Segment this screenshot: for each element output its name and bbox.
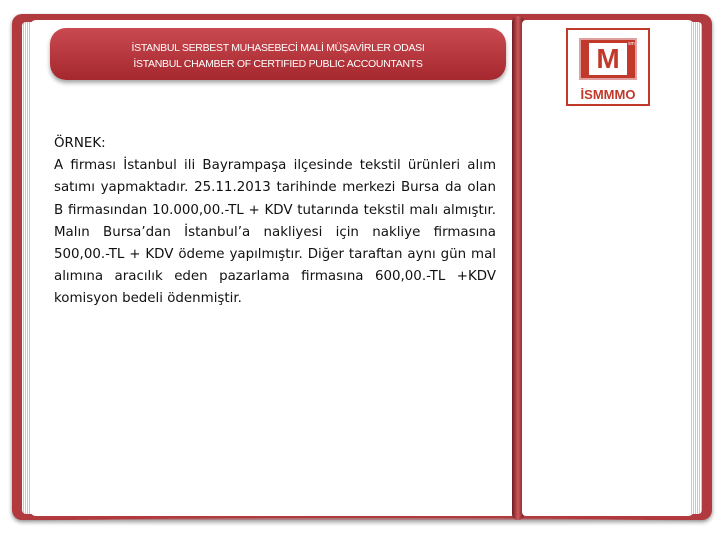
logo-emblem xyxy=(579,38,637,80)
ismmmo-logo xyxy=(566,28,650,106)
banner-title-tr: İSTANBUL SERBEST MUHASEBECİ MALİ MÜŞAVİRLER ODASI xyxy=(131,42,425,54)
banner-title-en: İSTANBUL CHAMBER OF CERTIFIED PUBLIC ACCOUNTANTS xyxy=(133,58,423,70)
example-text-block xyxy=(54,133,496,311)
right-page-edges xyxy=(690,22,702,514)
logo-letter: M xyxy=(589,43,627,75)
example-heading: ÖRNEK: xyxy=(54,136,106,151)
example-paragraph: A firması İstanbul ili Bayrampaşa ilçesinde tekstil ürünleri alım satımı yapmaktadır. 25.11.2013 tarihinde merkezi Bursa da olan B firmasından 10.000,00.-TL + KDV tutarında tekstil malı almıştır. Malın Bursa’dan İstanbul’a nakliyesi için nakliye firmasına 500,00.-TL + KDV ödeme yapılmıştır. Diğer taraftan aynı gün mal alımına aracılık eden pazarlama firmasına 600,00.-TL +KDV komisyon bedeli ödenmiştir. xyxy=(54,158,496,307)
book-shadow xyxy=(30,518,690,526)
logo-text: İSMMMO xyxy=(580,87,636,102)
header-banner xyxy=(50,28,506,80)
logo-superscript: sm xyxy=(628,41,635,47)
